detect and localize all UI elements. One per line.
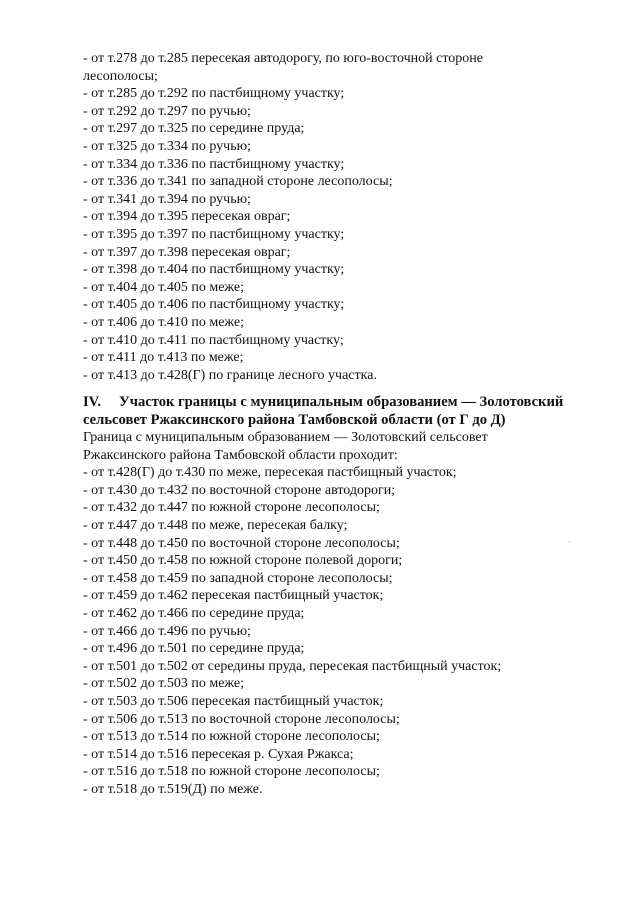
list-item: - от т.450 до т.458 по южной стороне полевой дороги; — [83, 553, 403, 569]
list-item: - от т.395 до т.397 по пастбищному участку; — [83, 226, 345, 242]
list-item: - от т.278 до т.285 пересекая автодорогу, по юго-восточной стороне — [83, 51, 483, 66]
section-heading-line2: сельсовет Ржаксинского района Тамбовской области (от Г до Д) — [83, 412, 506, 428]
list-item: - от т.413 до т.428(Г) по границе лесного участка. — [83, 367, 377, 383]
list-item: - от т.397 до т.398 пересекая овраг; — [83, 244, 291, 260]
list-item: - от т.428(Г) до т.430 по меже, пересекая пастбищный участок; — [83, 465, 457, 481]
list-item: - от т.514 до т.516 пересекая р. Сухая Ржакса; — [83, 746, 354, 762]
list-item: - от т.503 до т.506 пересекая пастбищный участок; — [83, 693, 384, 709]
list-item: - от т.518 до т.519(Д) по меже. — [83, 781, 263, 797]
list-item: - от т.410 до т.411 по пастбищному участку; — [83, 332, 344, 348]
list-item: - от т.430 до т.432 по восточной стороне автодороги; — [83, 482, 396, 498]
list-item: - от т.411 до т.413 по меже; — [83, 350, 244, 366]
list-item: - от т.447 до т.448 по меже, пересекая балку; — [83, 517, 348, 533]
section-intro-line1: Граница с муниципальным образованием — Золотовский сельсовет — [83, 430, 488, 445]
list-item: - от т.341 до т.394 по ручью; — [83, 191, 251, 207]
list-item: - от т.458 до т.459 по западной стороне лесополосы; — [83, 570, 393, 586]
list-item: - от т.394 до т.395 пересекая овраг; — [83, 209, 291, 225]
scan-speck — [569, 541, 570, 542]
list-item: - от т.466 до т.496 по ручью; — [83, 623, 251, 639]
list-item: - от т.501 до т.502 от середины пруда, пересекая пастбищный участок; — [83, 658, 502, 674]
list-item: - от т.406 до т.410 по меже; — [83, 314, 245, 330]
list-item: - от т.285 до т.292 по пастбищному участку; — [83, 86, 345, 102]
list-item: - от т.336 до т.341 по западной стороне лесополосы; — [83, 174, 393, 190]
list-item: - от т.292 до т.297 по ручью; — [83, 103, 251, 119]
list-item: - от т.506 до т.513 по восточной стороне лесополосы; — [83, 711, 400, 727]
list-item: - от т.462 до т.466 по середине пруда; — [83, 605, 305, 621]
list-item: - от т.404 до т.405 по меже; — [83, 279, 245, 295]
list-item: - от т.334 до т.336 по пастбищному участку; — [83, 156, 345, 172]
list-item: - от т.325 до т.334 по ручью; — [83, 138, 251, 154]
list-item: - от т.516 до т.518 по южной стороне лесополосы; — [83, 764, 380, 780]
list-item: - от т.448 до т.450 по восточной стороне лесополосы; — [83, 535, 400, 551]
section-number: IV. — [83, 394, 101, 410]
list-item: - от т.502 до т.503 по меже; — [83, 676, 245, 692]
list-item: - от т.398 до т.404 по пастбищному участку; — [83, 262, 345, 278]
list-item: - от т.432 до т.447 по южной стороне лесополосы; — [83, 500, 380, 516]
list-item: - от т.405 до т.406 по пастбищному участку; — [83, 297, 345, 313]
list-item-continuation: лесополосы; — [83, 68, 158, 84]
list-item: - от т.496 до т.501 по середине пруда; — [83, 641, 305, 657]
list-item: - от т.297 до т.325 по середине пруда; — [83, 121, 305, 137]
section-iv — [83, 393, 603, 798]
section-intro-line2: Ржаксинского района Тамбовской области проходит: — [83, 447, 398, 463]
boundary-segment-list — [83, 50, 603, 384]
section-heading-line1: Участок границы с муниципальным образованием — Золотовский — [119, 394, 564, 410]
list-item: - от т.459 до т.462 пересекая пастбищный участок; — [83, 588, 384, 604]
list-item: - от т.513 до т.514 по южной стороне лесополосы; — [83, 729, 380, 745]
section-heading — [83, 393, 603, 411]
